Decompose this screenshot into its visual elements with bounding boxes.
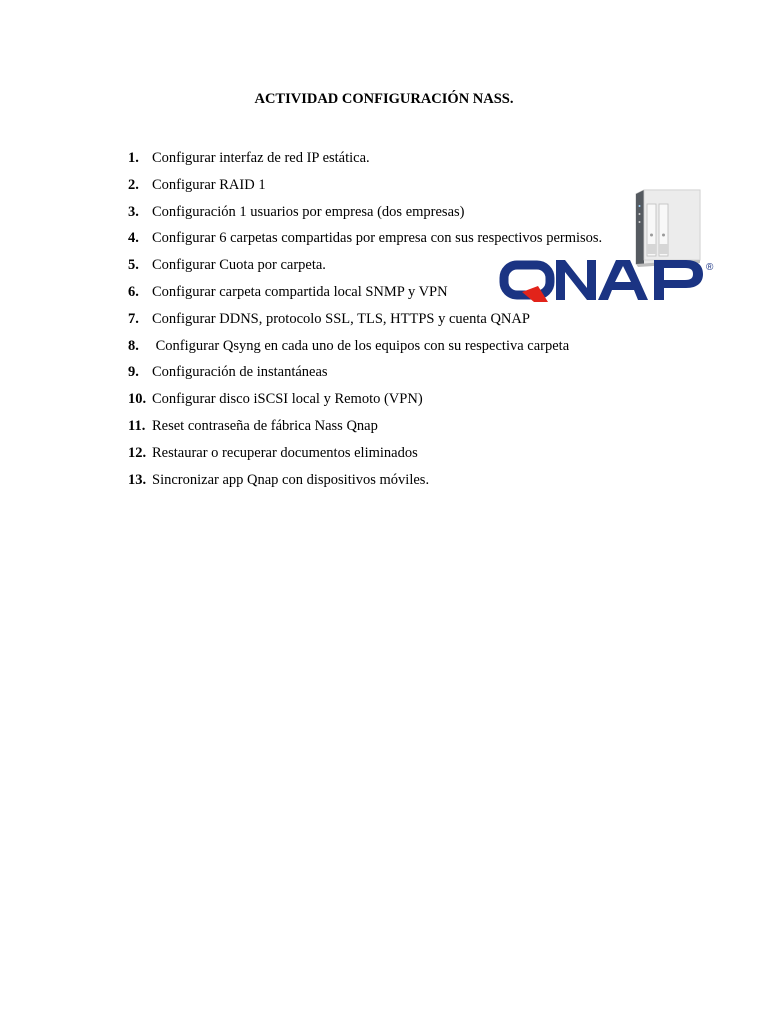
list-text: Configuración de instantáneas [152,364,328,381]
list-text: Configurar Cuota por carpeta. [152,257,326,274]
list-text: Configuración 1 usuarios por empresa (dos empresas) [152,203,465,220]
list-item [128,390,602,417]
list-item [128,363,602,390]
page-title: ACTIVIDAD CONFIGURACIÓN NASS. [254,91,514,107]
list-text: Sincronizar app Qnap con dispositivos móviles. [152,471,430,488]
list-item [128,417,602,444]
list-text: Configurar 6 carpetas compartidas por empresa con sus respectivos permisos. [152,230,603,247]
list-number: 13. [128,471,147,488]
list-number: 6. [128,283,139,300]
list-number: 7. [128,310,139,327]
list-text: Configurar Qsyng en cada uno de los equipos con su respectiva carpeta [152,337,570,354]
qnap-logo-graphic [498,186,720,306]
list-text: Configurar DDNS, protocolo SSL, TLS, HTTPS y cuenta QNAP [152,310,530,327]
list-number: 1. [128,150,139,166]
list-number: 8. [128,337,139,354]
list-text: Reset contraseña de fábrica Nass Qnap [152,417,378,434]
list-number: 5. [128,257,139,274]
list-number: 9. [128,364,139,381]
registered-mark: ® [706,262,714,273]
qnap-logo [498,186,720,306]
list-text: Configurar carpeta compartida local SNMP y VPN [152,283,448,300]
list-item [128,310,602,337]
list-number: 11. [128,417,146,434]
list-text: Configurar disco iSCSI local y Remoto (VPN) [152,391,423,408]
nas-device-icon [636,190,700,267]
list-number: 12. [128,444,147,461]
list-text: Configurar RAID 1 [152,176,266,193]
list-item [128,444,602,471]
list-text: Restaurar o recuperar documentos eliminados [152,444,418,461]
list-text: Configurar interfaz de red IP estática. [152,150,370,166]
list-item [128,337,602,364]
list-number: 3. [128,203,139,220]
list-item [128,149,602,176]
list-number: 4. [128,230,139,247]
list-number: 2. [128,176,139,193]
list-item [128,471,602,498]
list-number: 10. [128,391,147,408]
qnap-wordmark [504,260,703,302]
